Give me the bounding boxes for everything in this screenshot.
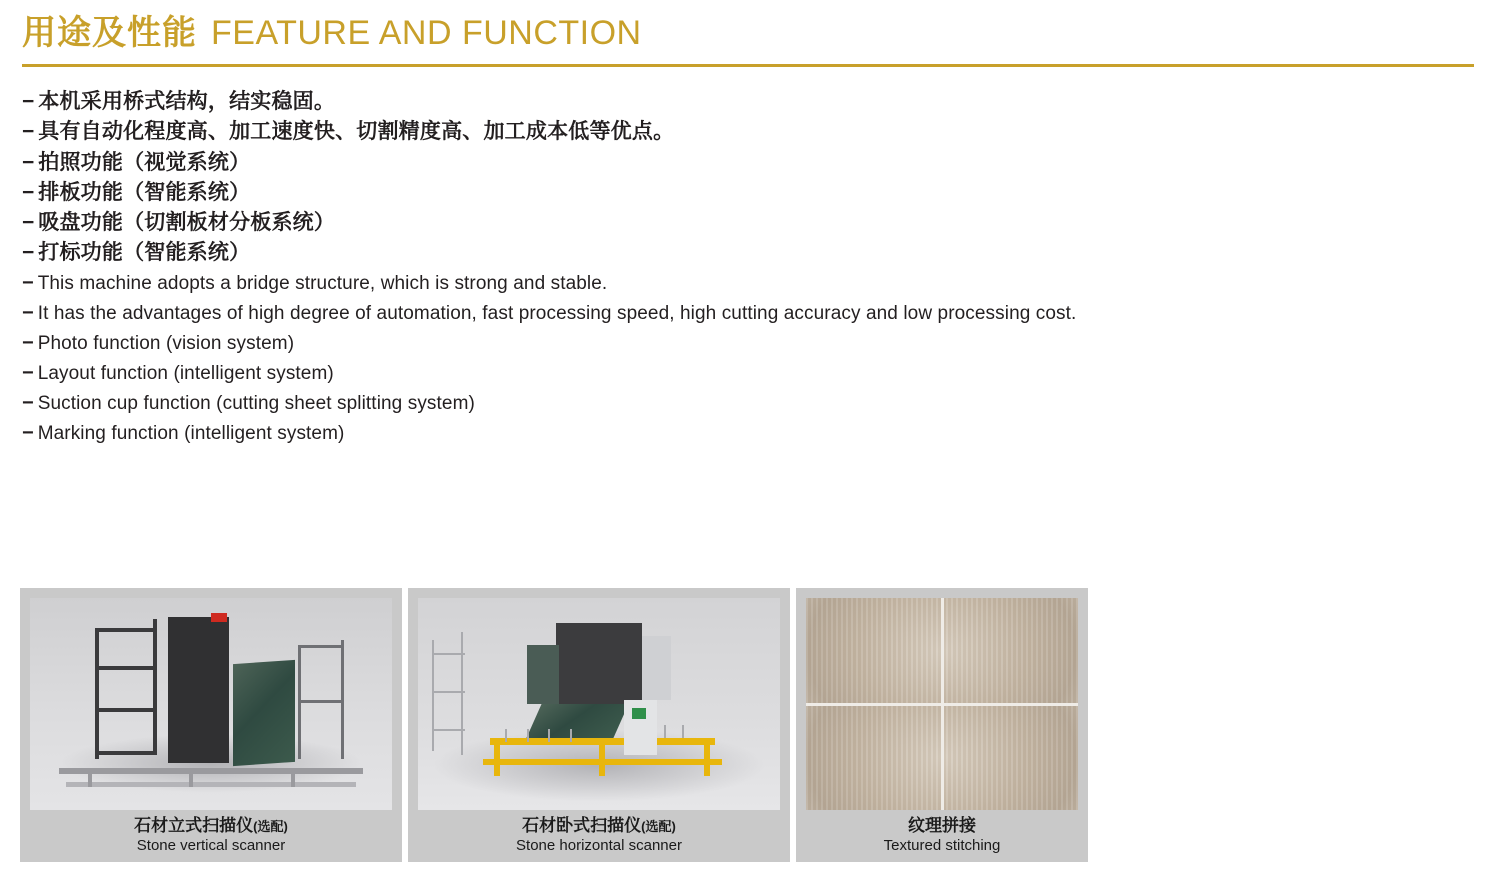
page-header <box>20 0 1480 50</box>
bullet-dash-icon: − <box>22 421 34 444</box>
image-card-horizontal-scanner <box>408 588 790 862</box>
bullet-dash-icon: − <box>22 331 34 354</box>
list-item <box>22 89 1480 115</box>
feature-list <box>20 89 1480 446</box>
caption-cn-note: (选配) <box>253 819 288 834</box>
list-item <box>22 301 1480 326</box>
bullet-dash-icon: − <box>22 120 35 144</box>
list-item <box>22 180 1480 206</box>
bullet-dash-icon: − <box>22 180 35 204</box>
bullet-dash-icon: − <box>22 391 34 414</box>
bullet-dash-icon: − <box>22 271 34 294</box>
list-item-label: Photo function (vision system) <box>37 332 295 354</box>
list-item <box>22 150 1480 176</box>
card-caption <box>134 816 288 856</box>
bullet-dash-icon: − <box>22 90 35 113</box>
list-item-label: It has the advantages of high degree of automation, fast processing speed, high cutting accuracy and low processing cost. <box>37 302 1077 324</box>
bullet-dash-icon: − <box>22 301 34 324</box>
card-caption <box>516 816 682 856</box>
list-item-label: 排板功能（智能系统） <box>38 180 251 204</box>
caption-cn-note: (选配) <box>641 819 676 834</box>
card-caption <box>884 816 1001 856</box>
list-item <box>22 391 1480 416</box>
list-item-label: 拍照功能（视觉系统） <box>38 150 251 174</box>
list-item-label: Marking function (intelligent system) <box>37 422 345 444</box>
caption-cn-main: 石材卧式扫描仪 <box>522 816 642 835</box>
list-item <box>22 271 1480 296</box>
caption-cn-main: 纹理拼接 <box>907 816 976 835</box>
image-card-gallery <box>20 588 1088 862</box>
horizontal-scanner-photo <box>418 598 780 810</box>
list-item <box>22 421 1480 446</box>
list-item-label: 本机采用桥式结构，结实稳固。 <box>38 90 336 113</box>
caption-en: Textured stitching <box>883 836 1001 854</box>
list-item <box>22 240 1480 266</box>
title-divider <box>22 64 1474 67</box>
caption-en: Stone horizontal scanner <box>516 836 682 854</box>
list-item <box>22 361 1480 386</box>
list-item-label: Layout function (intelligent system) <box>37 362 334 384</box>
textured-stitching-photo <box>806 598 1078 810</box>
list-item-label: Suction cup function (cutting sheet splitting system) <box>37 392 475 414</box>
list-item-label: 吸盘功能（切割板材分板系统） <box>38 211 336 234</box>
bullet-dash-icon: − <box>22 211 35 234</box>
page-title-en: FEATURE AND FUNCTION <box>211 14 642 52</box>
page-title-cn: 用途及性能 <box>22 14 197 52</box>
list-item-label: This machine adopts a bridge structure, which is strong and stable. <box>37 272 608 294</box>
caption-cn-main: 石材立式扫描仪 <box>134 816 254 835</box>
list-item <box>22 119 1480 145</box>
image-card-vertical-scanner <box>20 588 402 862</box>
vertical-scanner-photo <box>30 598 392 810</box>
caption-en: Stone vertical scanner <box>136 836 286 854</box>
bullet-dash-icon: − <box>22 361 34 384</box>
bullet-dash-icon: − <box>22 241 35 265</box>
list-item-label: 具有自动化程度高、加工速度快、切割精度高、加工成本低等优点。 <box>38 120 675 144</box>
list-item-label: 打标功能（智能系统） <box>38 241 251 265</box>
image-card-textured-stitching <box>796 588 1088 862</box>
list-item <box>22 331 1480 356</box>
list-item <box>22 210 1480 236</box>
bullet-dash-icon: − <box>22 150 35 174</box>
